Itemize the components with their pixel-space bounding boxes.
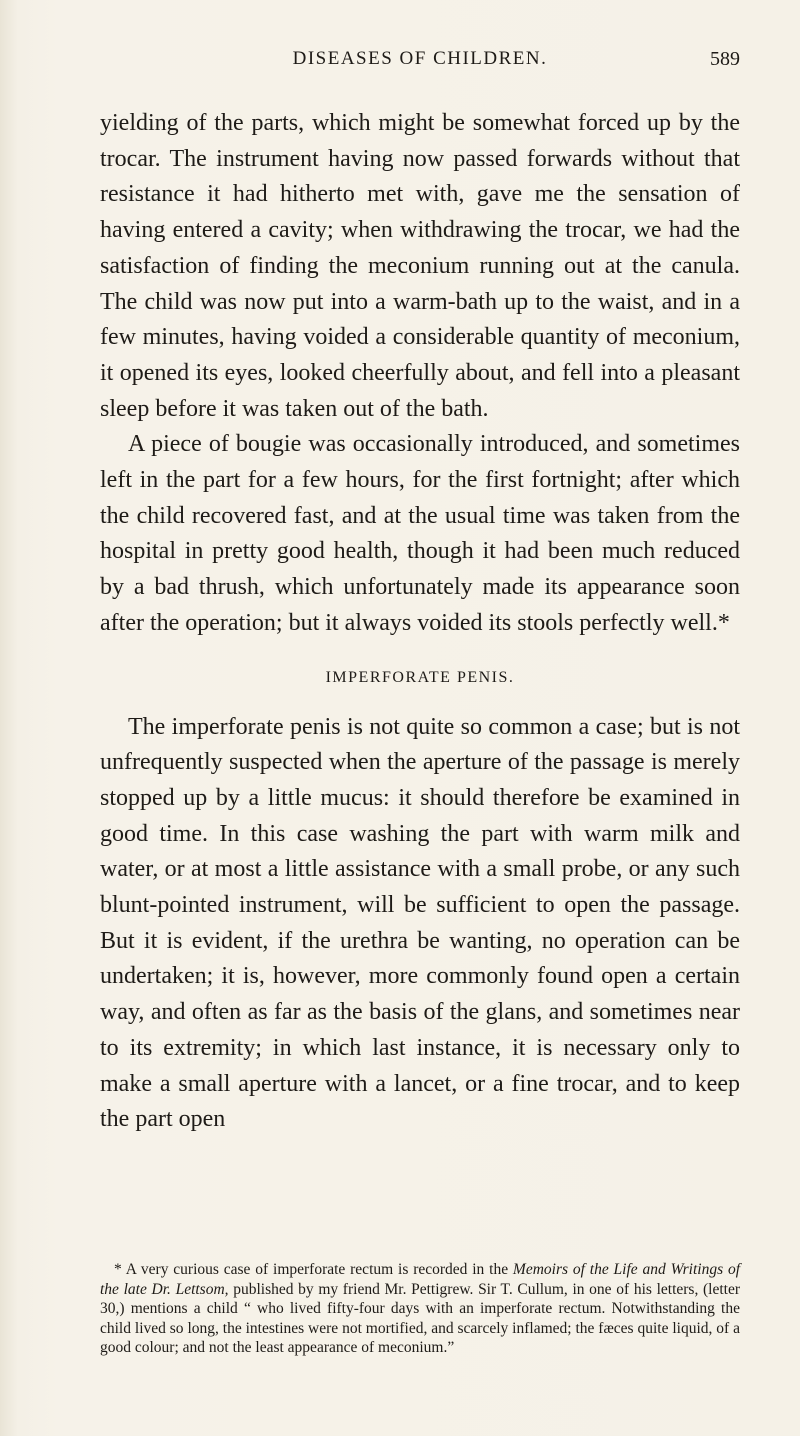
- paragraph-3: The imperforate penis is not quite so common a case; but is not unfrequently suspected when the aperture of the passage is merely stopped up by a little mucus: it should therefore be examined in good time. In this case washing the part with warm milk and water, or at most a little assistance with a small probe, or any such blunt-pointed instrument, will be sufficient to open the passage. But it is evident, if the urethra be wanting, no operation can be undertaken; it is, however, more commonly found open a certain way, and often as far as the basis of the glans, and sometimes near to its extremity; in which last instance, it is necessary only to make a small aperture with a lancet, or a fine trocar, and to keep the part open: [100, 713, 740, 1133]
- footnote-text-1: * A very curious case of imperforate rectum is recorded in the: [114, 1261, 513, 1278]
- page-number: 589: [710, 48, 740, 70]
- page-header: [100, 48, 740, 74]
- section-heading: IMPERFORATE PENIS.: [325, 668, 515, 686]
- body-text: [100, 106, 740, 1138]
- paragraph-1: yielding of the parts, which might be somewhat forced up by the trocar. The instrument having now passed forwards without that resistance it had hitherto met with, gave me the sensation of having entered a cavity; when withdrawing the trocar, we had the satisfaction of finding the meconium running out at the canula. The child was now put into a warm-bath up to the waist, and in a few minutes, having voided a considerable quantity of meconium, it opened its eyes, looked cheerfully about, and fell into a pleasant sleep before it was taken out of the bath.: [100, 110, 740, 422]
- running-head: DISEASES OF CHILDREN.: [292, 48, 548, 69]
- paragraph-2: A piece of bougie was occasionally introduced, and sometimes left in the part for a few hours, for the first fortnight; after which the child recovered fast, and at the usual time was taken from the hospital in pretty good health, though it had been much reduced by a bad thrush, which unfortunately made its appearance soon after the operation; but it always voided its stools perfectly well.*: [100, 431, 740, 636]
- footnote-book-title: Memoirs of the Life and Writings of the late Dr. Lettsom,: [100, 1261, 741, 1298]
- footnote-text-2: published by my friend Mr. Pettigrew. Sir T. Cullum, in one of his letters, (letter 30,) mentions a child “ who lived fifty-four days with an imperforate rectum. Notwithstanding the child lived so long, the intestines were not mortified, and scarcely inflamed; the fæces quite liquid, of a good colour; and not the least appearance of meconium.”: [100, 1280, 740, 1357]
- footnote: [100, 1260, 740, 1358]
